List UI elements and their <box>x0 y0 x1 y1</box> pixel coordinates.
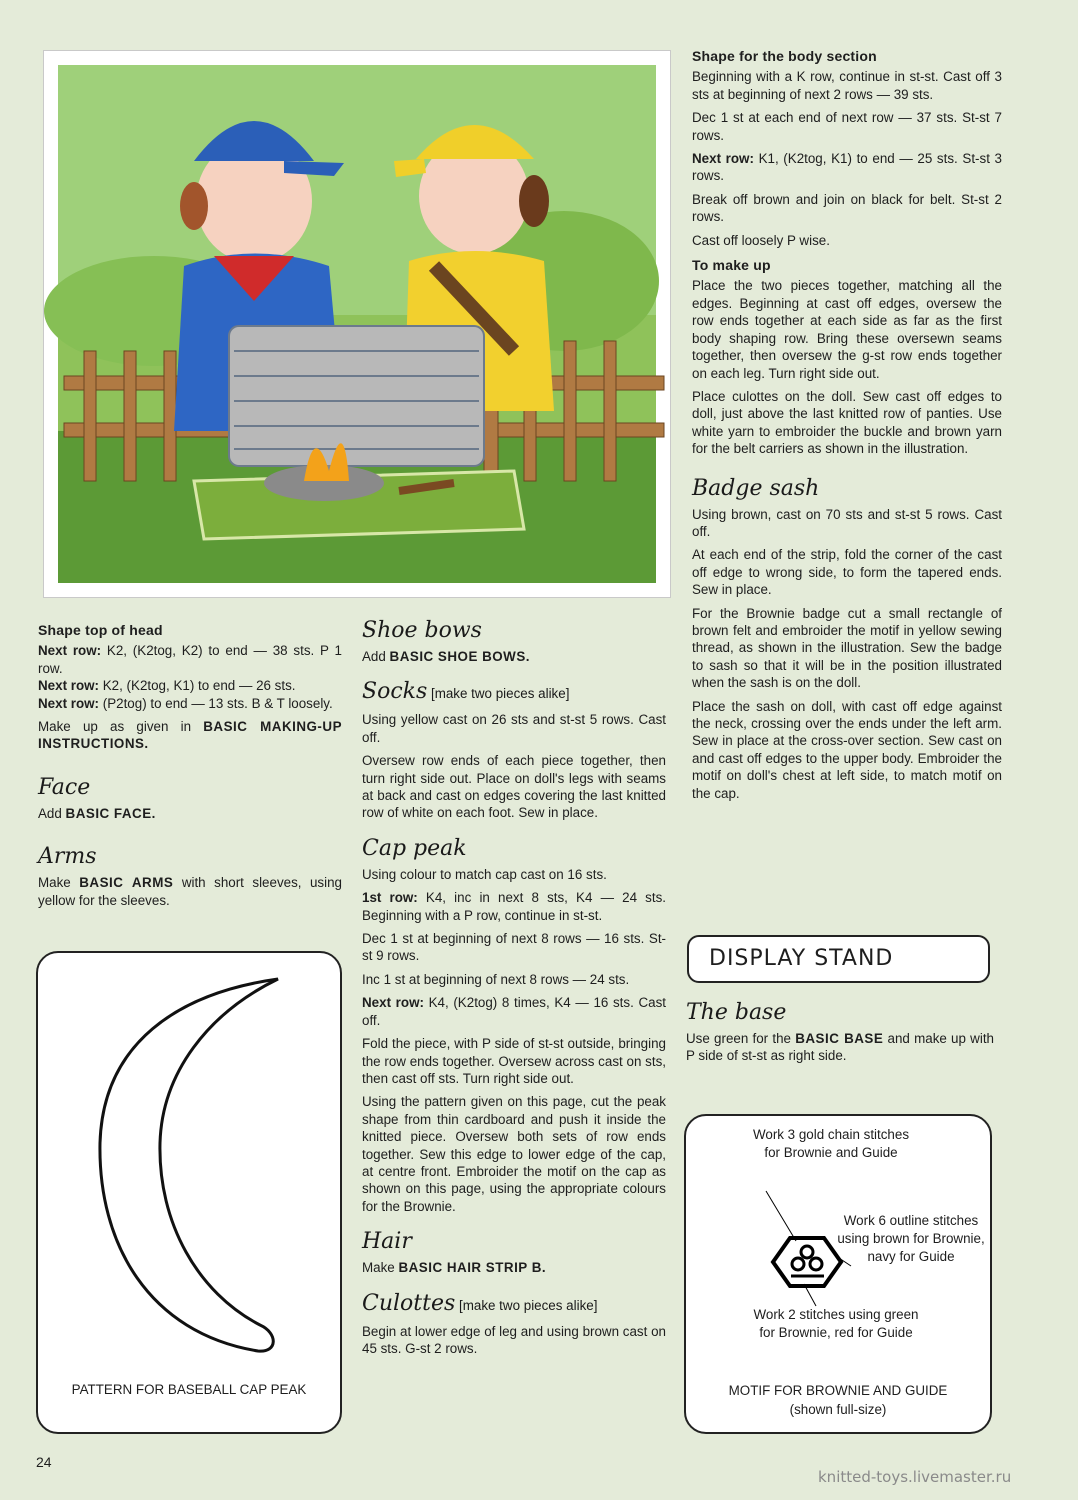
body-text: Next row: K2, (K2tog, K1) to end — 26 sts. <box>38 678 296 694</box>
body-text: For the Brownie badge cut a small rectangle of brown felt and embroider the motif in yellow sewing thread, as shown in the illustration. Sew the badge to sash so that it will be in the position illustrated when the sash is on the doll. <box>692 605 1002 691</box>
arms-title: Arms <box>38 844 97 870</box>
motif-label-top: Work 3 gold chain stitches for Brownie and Guide <box>752 1127 910 1160</box>
motif-icon <box>746 1166 866 1316</box>
body-text: Add BASIC SHOE BOWS. <box>362 649 530 664</box>
page-number: 24 <box>36 1454 52 1470</box>
socks-title: Socks [make two pieces alike] <box>362 679 570 705</box>
body-text: Dec 1 st at each end of next row — 37 sts. St-st 7 rows. <box>692 110 1002 143</box>
body-text: Inc 1 st at beginning of next 8 rows — 24 sts. <box>362 971 630 987</box>
middle-column <box>362 618 666 1363</box>
shoe-bows-title: Shoe bows <box>362 618 482 643</box>
base-section <box>686 1000 994 1071</box>
motif-caption: MOTIF FOR BROWNIE AND GUIDE <box>728 1383 948 1398</box>
doll-photo <box>43 50 671 598</box>
body-text: Place the two pieces together, matching all the edges. Beginning at cast off edges, oversew the row ends together at each side as far as the first body shaping row. Bring these oversewn seams together, then oversew the g-st row ends together on each leg. Turn right side out. <box>692 278 1002 381</box>
left-column <box>38 622 342 915</box>
body-text: Make BASIC HAIR STRIP B. <box>362 1260 547 1276</box>
display-stand-heading: DISPLAY STAND <box>687 935 990 983</box>
head-heading: Shape top of head <box>38 622 163 638</box>
sash-title: Badge sash <box>692 475 820 501</box>
cap-peak-title: Cap peak <box>362 835 467 861</box>
body-text: Using the pattern given on this page, cut the peak shape from thin cardboard and push it inside the knitted piece. Oversew both sets of row ends together. Sew this edge to lower edge of the cap, at centre front. Embroider the motif on the cap as shown on this page, using the appropriate colours for the Brownie. <box>362 1094 666 1214</box>
body-text: Beginning with a K row, continue in st-st. Cast off 3 sts at beginning of next 2 rows — 39 sts. <box>692 69 1002 102</box>
cap-peak-pattern-shape <box>88 973 288 1363</box>
body-section-heading: Shape for the body section <box>692 48 877 64</box>
body-text: Oversew row ends of each piece together, then turn right side out. Place on doll's legs with seams at back and cast on edges covering the last knitted row of white on each foot. Sew in place. <box>362 753 666 821</box>
body-text: Place the sash on doll, with cast off edge against the neck, crossing over the ends under the left arm. Sew in place at the cross-over section. Sew cast on and cast off edges to the upper body. Embroider the motif on doll's chest at left side, to match motif on the cap. <box>692 698 1002 801</box>
body-section-column <box>692 48 1002 808</box>
body-text: Next row: K1, (K2tog, K1) to end — 25 sts. St-st 3 rows. <box>692 151 1002 184</box>
body-text: Break off brown and join on black for belt. St-st 2 rows. <box>692 191 1002 225</box>
body-text: Make up as given in BASIC MAKING-UP INSTRUCTIONS. <box>38 719 342 752</box>
body-text: Next row: K4, (K2tog) 8 times, K4 — 16 sts. Cast off. <box>362 995 667 1028</box>
makeup-heading: To make up <box>692 257 771 274</box>
body-text: Next row: (P2tog) to end — 13 sts. B & T loosely. <box>38 695 333 711</box>
body-text: Make BASIC ARMS with short sleeves, using yellow for the sleeves. <box>38 875 342 908</box>
face-title: Face <box>38 774 91 800</box>
body-text: Use green for the BASIC BASE and make up with P side of st-st as right side. <box>686 1031 994 1064</box>
motif-diagram-box <box>684 1114 992 1434</box>
motif-label-right: Work 6 outline stitches using brown for Brownie, navy for Guide <box>837 1213 985 1264</box>
body-text: 1st row: K4, inc in next 8 sts, K4 — 24 sts. Beginning with a P row, continue in st-st. <box>362 890 666 923</box>
body-text: Fold the piece, with P side of st-st outside, bringing the row ends together. Oversew across cast on sts, then cast off sts. Turn right side out. <box>362 1036 666 1086</box>
body-text: Place culottes on the doll. Sew cast off edges to doll, just above the last knitted row of panties. Use white yarn to embroider the buckle and brown yarn for the belt carriers as shown in the illustration. <box>692 388 1002 457</box>
hair-title: Hair <box>362 1229 412 1255</box>
body-text: Dec 1 st at beginning of next 8 rows — 16 sts. St-st 9 rows. <box>362 931 666 964</box>
body-text: Cast off loosely P wise. <box>692 232 830 248</box>
knitted-dolls-illustration <box>44 51 670 597</box>
cap-peak-pattern-box <box>36 951 342 1434</box>
base-title: The base <box>686 1000 787 1025</box>
body-text: Using yellow cast on 26 sts and st-st 5 rows. Cast off. <box>362 712 666 745</box>
body-text: At each end of the strip, fold the corner of the cast off edge to wrong side, to form the tapered ends. Sew in place. <box>692 547 1002 598</box>
motif-label-bottom: Work 2 stitches using green for Brownie, red for Guide <box>753 1307 919 1340</box>
body-text: Begin at lower edge of leg and using brown cast on 45 sts. G-st 2 rows. <box>362 1323 666 1356</box>
watermark: knitted-toys.livemaster.ru <box>818 1468 1012 1486</box>
body-text: Using brown, cast on 70 sts and st-st 5 rows. Cast off. <box>692 506 1002 539</box>
body-text: Add BASIC FACE. <box>38 805 156 821</box>
body-text: Using colour to match cap cast on 16 sts. <box>362 866 607 882</box>
body-text: Next row: K2, (K2tog, K2) to end — 38 sts. P 1 row. <box>38 643 342 676</box>
pattern-caption: PATTERN FOR BASEBALL CAP PEAK <box>71 1382 307 1397</box>
motif-caption-sub: (shown full-size) <box>789 1402 887 1417</box>
culottes-title: Culottes [make two pieces alike] <box>362 1290 598 1316</box>
